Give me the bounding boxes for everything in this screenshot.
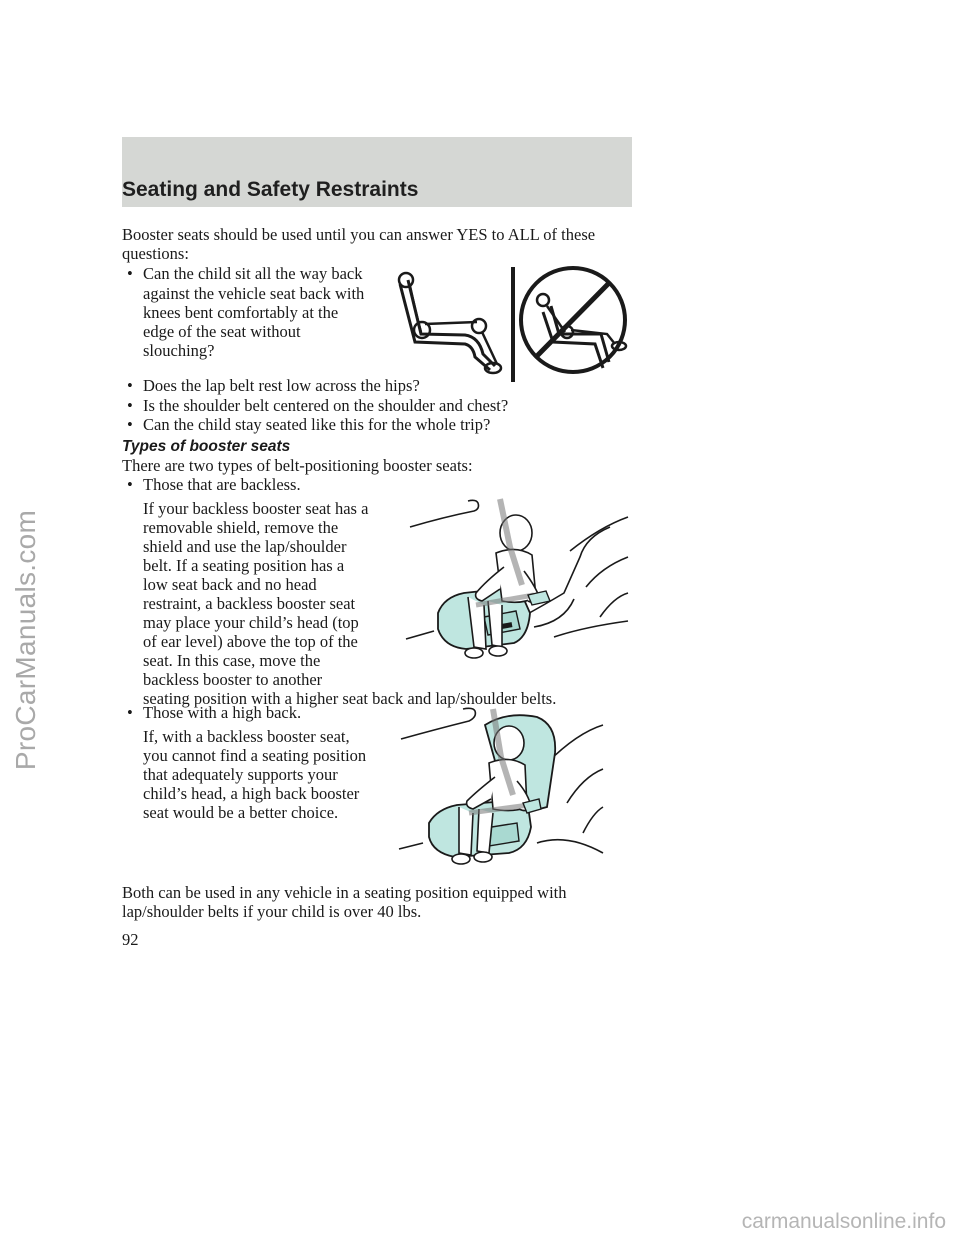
backless-para-line-6: restraint, a backless booster seat <box>143 594 356 613</box>
highback-para-line-3: that adequately supports your <box>143 765 338 784</box>
bullet-icon: • <box>127 376 133 395</box>
seat-posture-correct-icon <box>399 273 501 373</box>
question-1-line-2: against the vehicle seat back with <box>143 284 365 303</box>
bullet-icon: • <box>127 475 133 494</box>
highback-para-line-2: you cannot find a seating position <box>143 746 367 765</box>
section-title: Seating and Safety Restraints <box>122 178 419 201</box>
backless-para-line-2: removable shield, remove the <box>143 518 339 537</box>
bullet-icon: • <box>127 415 133 434</box>
closing-line-2: lap/shoulder belts if your child is over 40 lbs. <box>122 902 422 921</box>
backless-para-line-4: belt. If a seating position has a <box>143 556 345 575</box>
seat-posture-prohibited-icon <box>521 268 626 372</box>
highback-booster-illustration <box>397 703 607 865</box>
question-2-text: Does the lap belt rest low across the hips? <box>143 376 420 395</box>
question-1-line-4: edge of the seat without <box>143 322 301 341</box>
backless-para-line-9: seat. In this case, move the <box>143 651 321 670</box>
bullet-icon: • <box>127 264 133 283</box>
question-1-line-1: Can the child sit all the way back <box>143 264 363 283</box>
side-watermark-text: ProCarManuals.com <box>10 509 41 771</box>
page-number: 92 <box>122 930 139 949</box>
backless-para-line-8: of ear level) above the top of the <box>143 632 358 651</box>
backless-booster-illustration <box>404 497 630 665</box>
backless-para-line-1: If your backless booster seat has a <box>143 499 369 518</box>
backless-para-line-11: seating position with a higher seat back and lap/shoulder belts. <box>143 689 557 708</box>
bullet-icon: • <box>127 396 133 415</box>
types-intro: There are two types of belt-positioning booster seats: <box>122 456 473 475</box>
closing-line-1: Both can be used in any vehicle in a seating position equipped with <box>122 883 567 902</box>
bullet-icon: • <box>127 703 133 722</box>
highback-label: Those with a high back. <box>143 703 302 722</box>
backless-para-line-10: backless booster to another <box>143 670 323 689</box>
types-heading: Types of booster seats <box>122 438 291 455</box>
highback-para-line-5: seat would be a better choice. <box>143 803 339 822</box>
intro-line-1: Booster seats should be used until you can answer YES to ALL of these <box>122 225 596 244</box>
question-1-line-5: slouching? <box>143 341 215 360</box>
highback-para-line-4: child’s head, a high back booster <box>143 784 360 803</box>
seat-posture-illustration <box>395 262 635 384</box>
question-4-text: Can the child stay seated like this for the whole trip? <box>143 415 491 434</box>
backless-label: Those that are backless. <box>143 475 301 494</box>
highback-para-line-1: If, with a backless booster seat, <box>143 727 350 746</box>
backless-para-line-5: low seat back and no head <box>143 575 317 594</box>
bottom-watermark: carmanualsonline.info <box>741 1210 946 1233</box>
backless-para-line-7: may place your child’s head (top <box>143 613 359 632</box>
question-1-line-3: knees bent comfortably at the <box>143 303 339 322</box>
intro-line-2: questions: <box>122 244 189 263</box>
question-3-text: Is the shoulder belt centered on the shoulder and chest? <box>143 396 509 415</box>
backless-para-line-3: shield and use the lap/shoulder <box>143 537 347 556</box>
side-watermark <box>6 470 46 810</box>
